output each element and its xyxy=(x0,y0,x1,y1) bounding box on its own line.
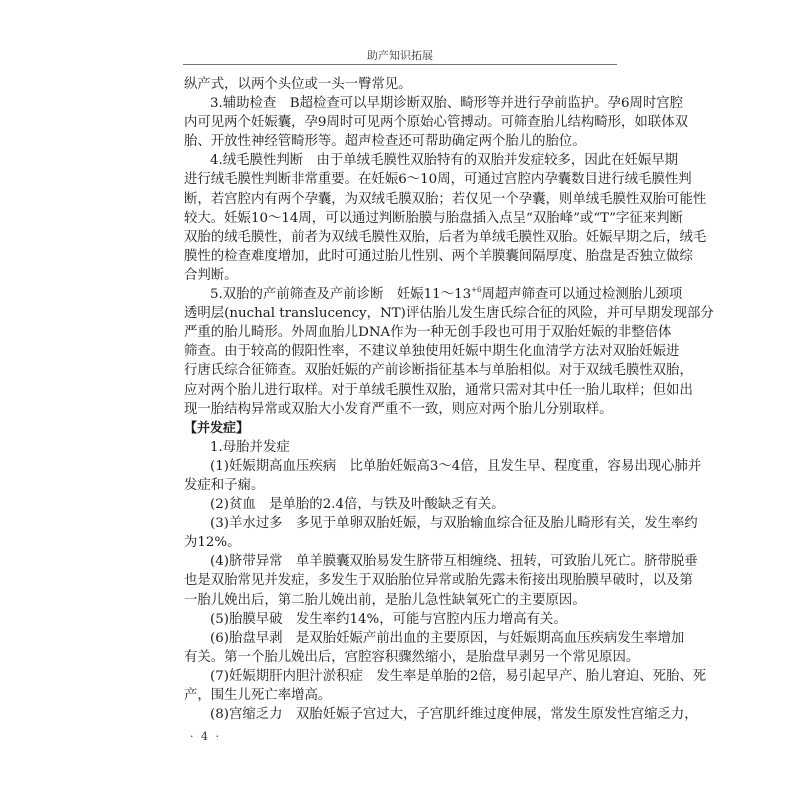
text-line: (1)妊娠期高血压疾病 比单胎妊娠高3～4倍，且发生早、程度重，容易出现心肺并 xyxy=(210,458,702,474)
text-line: 纵产式，以两个头位或一头一臀常见。 xyxy=(184,77,412,92)
text-line: 有关。第一个胎儿娩出后，宫腔容积骤然缩小，是胎盘早剥另一个常见原因。 xyxy=(184,649,640,665)
text-line: 合判断。 xyxy=(184,267,238,283)
text-line: (3)羊水过多 多见于单卵双胎妊娠，与双胎输血综合征及胎儿畸形有关，发生率约 xyxy=(210,516,698,532)
text-line: 透明层(nuchal translucency，NT)评估胎儿发生唐氏综合征的风险，并可早期发现部分 xyxy=(184,306,714,322)
text-line: 一胎儿娩出后，第二胎儿娩出前，是胎儿急性缺氧死亡的主要原因。 xyxy=(184,592,586,608)
superscript: +6 xyxy=(471,286,482,295)
section-heading: 【并发症】 xyxy=(184,420,250,436)
text-segment: 周超声筛查可以通过检测胎儿颈项 xyxy=(481,287,683,303)
text-line xyxy=(184,285,683,304)
page-number: · 4 · xyxy=(190,730,221,743)
text-line: 应对两个胎儿进行取样。对于单绒毛膜性双胎，通常只需对其中任一胎儿取样；但如出 xyxy=(184,382,693,398)
text-line: 3.辅助检查 B超检查可以早期诊断双胎、畸形等并进行孕前监护。孕6周时宫腔 xyxy=(210,96,684,112)
text-line: 现一胎结构异常或双胎大小发育严重不一致，则应对两个胎儿分别取样。 xyxy=(184,401,613,417)
text-line: 发症和子痫。 xyxy=(184,477,265,493)
text-line: 筛查。由于较高的假阳性率，不建议单独使用妊娠中期生化血清学方法对双胎妊娠进 xyxy=(184,344,680,360)
text-line: 进行绒毛膜性判断非常重要。在妊娠6～10周，可通过宫腔内孕囊数目进行绒毛膜性判 xyxy=(184,172,692,188)
text-line: 内可见两个妊娠囊，孕9周时可见两个原始心管搏动。可筛查胎儿结构畸形，如联体双 xyxy=(184,115,688,131)
text-segment: 5.双胎的产前筛查及产前诊断 妊娠11～13 xyxy=(210,287,472,303)
text-line: 断，若宫腔内有两个孕囊，为双绒毛膜双胎；若仅见一个孕囊，则单绒毛膜性双胎可能性 xyxy=(184,191,707,207)
body-text xyxy=(184,75,714,724)
text-line: (7)妊娠期肝内胆汁淤积症 发生率是单胎的2倍，易引起早产、胎儿窘迫、死胎、死 xyxy=(210,668,707,684)
text-line: 产，围生儿死亡率增高。 xyxy=(184,688,332,703)
text-line: 较大。妊娠10～14周，可以通过判断胎膜与胎盘插入点呈“双胎峰”或“T”字征来判断 xyxy=(184,210,683,226)
text-line: 行唐氏综合征筛查。双胎妊娠的产前诊断指征基本与单胎相似。对于双绒毛膜性双胎， xyxy=(184,363,693,379)
header-rule xyxy=(183,64,617,65)
running-head: 助产知识拓展 xyxy=(367,49,433,62)
text-line: 双胎的绒毛膜性，前者为双绒毛膜性双胎，后者为单绒毛膜性双胎。妊娠早期之后，绒毛 xyxy=(184,229,707,245)
text-line: 为12%。 xyxy=(184,535,241,551)
text-line: (8)宫缩乏力 双胎妊娠子宫过大，子宫肌纤维过度伸展，常发生原发性宫缩乏力， xyxy=(210,707,698,723)
text-line: (5)胎膜早破 发生率约14%，可能与宫腔内压力增高有关。 xyxy=(210,611,567,627)
text-line: (4)脐带异常 单羊膜囊双胎易发生脐带互相缠绕、扭转，可致胎儿死亡。脐带脱垂 xyxy=(210,554,698,570)
text-line: 也是双胎常见并发症，多发生于双胎胎位异常或胎先露未衔接出现胎膜早破时，以及第 xyxy=(184,573,693,589)
text-line: 4.绒毛膜性判断 由于单绒毛膜性双胎特有的双胎并发症较多，因此在妊娠早期 xyxy=(210,153,679,169)
text-line: (2)贫血 是单胎的2.4倍，与铁及叶酸缺乏有关。 xyxy=(210,497,505,513)
text-line: 1.母胎并发症 xyxy=(210,439,290,455)
text-line: 胎、开放性神经管畸形等。超声检查还可帮助确定两个胎儿的胎位。 xyxy=(184,134,586,150)
text-line: 严重的胎儿畸形。外周血胎儿DNA作为一种无创手段也可用于双胎妊娠的非整倍体 xyxy=(184,325,672,341)
text-line: (6)胎盘早剥 是双胎妊娠产前出血的主要原因，与妊娠期高血压疾病发生率增加 xyxy=(210,630,685,646)
text-line: 膜性的检查难度增加，此时可通过胎儿性别、两个羊膜囊间隔厚度、胎盘是否独立做综 xyxy=(184,248,693,264)
